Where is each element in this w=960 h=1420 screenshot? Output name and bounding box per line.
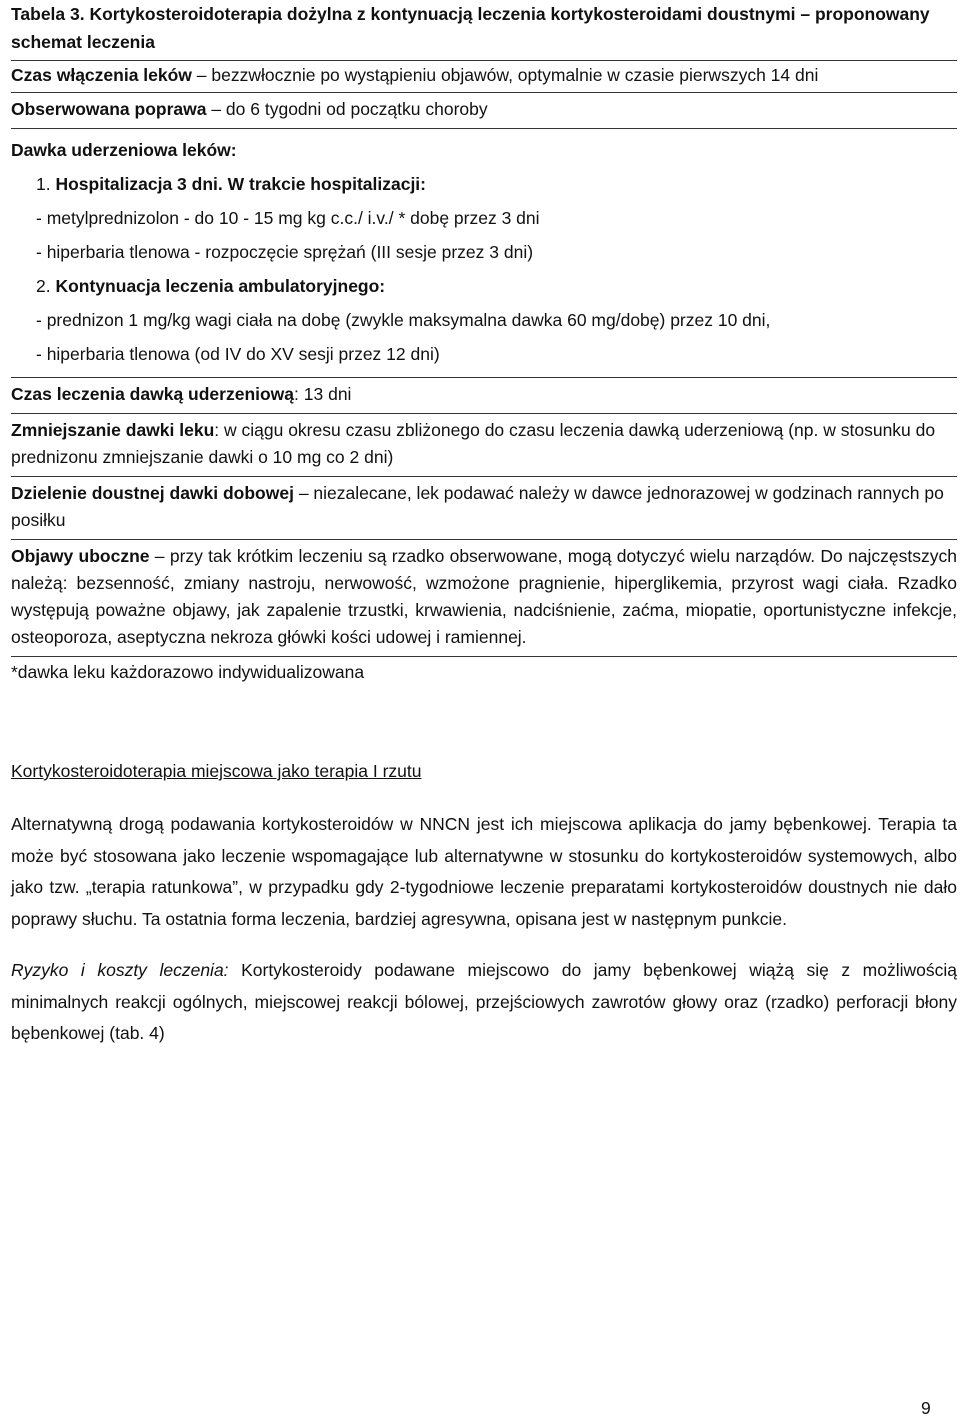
step-2-item-2: - hiperbaria tlenowa (od IV do XV sesji przez 12 dni) xyxy=(36,344,440,364)
row-improvement xyxy=(11,93,957,128)
step-2-number: 2. xyxy=(36,276,51,296)
step-1-number: 1. xyxy=(36,174,51,194)
split-label: Dzielenie doustnej dawki dobowej xyxy=(11,483,294,503)
row-side-effects xyxy=(11,540,957,656)
row-taper xyxy=(11,414,957,476)
step-1 xyxy=(11,167,957,201)
step-2 xyxy=(11,269,957,303)
split-value: – niezalecane, lek podawać należy w dawce jednorazowej w godzinach rannych po posiłku xyxy=(11,483,944,530)
timing-value: – bezzwłocznie po wystąpieniu objawów, optymalnie w czasie pierwszych 14 dni xyxy=(191,65,819,85)
table-title xyxy=(11,0,957,56)
table-footnote: *dawka leku każdorazowo indywidualizowana xyxy=(11,662,365,682)
table-3 xyxy=(11,0,957,686)
row-timing xyxy=(11,61,957,92)
step-1-item-2: - hiperbaria tlenowa - rozpoczęcie sprężań (III sesje przez 3 dni) xyxy=(36,242,534,262)
step-2-item-1: - prednizon 1 mg/kg wagi ciała na dobę (zwykle maksymalna dawka 60 mg/dobę) przez 10 dni, xyxy=(36,310,771,330)
taper-label: Zmniejszanie dawki leku xyxy=(11,420,215,440)
table-label: Tabela 3. xyxy=(11,4,85,24)
side-effects-label: Objawy uboczne xyxy=(11,546,150,566)
duration-value: : 13 dni xyxy=(294,384,352,404)
table-title-text: Kortykosteroidoterapia dożylna z kontynuacją leczenia kortykosteroidami doustnymi – proponowany schemat leczenia xyxy=(11,4,930,52)
section-paragraph-risk xyxy=(11,955,957,1050)
row-loading-dose xyxy=(11,129,957,377)
side-effects-value: – przy tak krótkim leczeniu są rzadko obserwowane, mogą dotyczyć wielu narządów. Do najczęstszych należą: bezsenność, zmiany nastroju, nerwowość, wzmożone pragnienie, hiperglikemia, przyrost wagi ciała. Rzadko występują poważne objawy, jak zapalenie trzustki, krwawienia, nadciśnienie, zaćma, miopatie, oportunistyczne infekcje, osteoporoza, aseptyczna nekroza główki kości udowej i ramiennej. xyxy=(11,546,958,647)
section-local-therapy xyxy=(11,757,957,1050)
risk-text: Kortykosteroidy podawane miejscowo do jamy bębenkowej wiążą się z możliwością minimalnych reakcji ogólnych, miejscowej reakcji bólowej, przejściowych zawrotów głowy oraz (rzadko) perforacji błony bębenkowej (tab. 4) xyxy=(11,960,958,1043)
improvement-value: – do 6 tygodni od początku choroby xyxy=(206,99,488,119)
document-page xyxy=(11,0,957,1050)
section-heading: Kortykosteroidoterapia miejscowa jako terapia I rzutu xyxy=(11,761,422,781)
step-2-label: Kontynuacja leczenia ambulatoryjnego: xyxy=(55,276,386,296)
page-number: 9 xyxy=(921,1398,931,1418)
section-paragraph-1: Alternatywną drogą podawania kortykosteroidów w NNCN jest ich miejscowa aplikacja do jamy bębenkowej. Terapia ta może być stosowana jako leczenie wspomagające lub alternatywne w stosunku do kortykosteroidów systemowych, albo jako tzw. „terapia ratunkowa”, w przypadku gdy 2-tygodniowe leczenie preparatami kortykosteroidów doustnych nie dało poprawy słuchu. Ta ostatnia forma leczenia, bardziej agresywna, opisana jest w następnym punkcie. xyxy=(11,814,957,929)
risk-label: Ryzyko i koszty leczenia: xyxy=(11,960,229,980)
row-split xyxy=(11,477,957,539)
duration-label: Czas leczenia dawką uderzeniową xyxy=(11,384,295,404)
improvement-label: Obserwowana poprawa xyxy=(11,99,207,119)
taper-value: : w ciągu okresu czasu zbliżonego do czasu leczenia dawką uderzeniową (np. w stosunku do prednizonu zmniejszanie dawki o 10 mg co 2 dni) xyxy=(11,420,936,467)
step-1-item-1: - metylprednizolon - do 10 - 15 mg kg c.c./ i.v./ * dobę przez 3 dni xyxy=(36,208,540,228)
step-1-label: Hospitalizacja 3 dni. W trakcie hospitalizacji: xyxy=(55,174,427,194)
row-duration xyxy=(11,378,957,413)
timing-label: Czas włączenia leków xyxy=(11,65,192,85)
loading-dose-label: Dawka uderzeniowa leków: xyxy=(11,140,237,160)
